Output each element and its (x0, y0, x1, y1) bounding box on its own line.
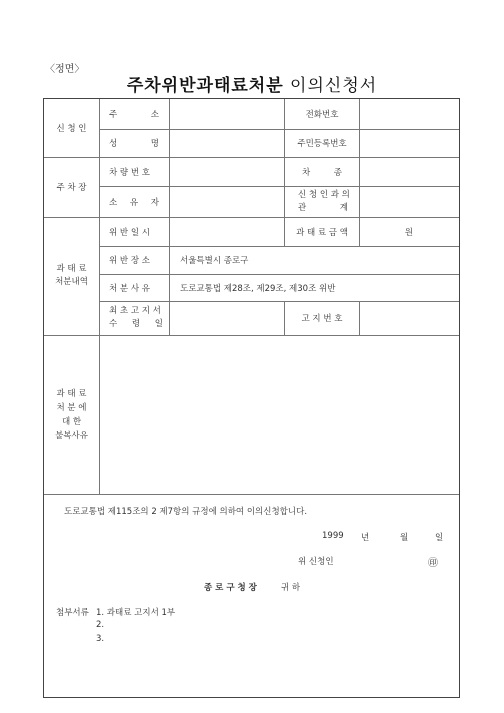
objection-reason-field[interactable] (100, 336, 459, 494)
label-penalty-reason: 처 분 사 유 (109, 283, 150, 294)
label-relation: 신 청 인 과 의 관 계 (298, 189, 350, 213)
attachment-item: 2. (96, 620, 105, 630)
violation-datetime-field[interactable] (170, 217, 284, 246)
attachments-label: 첨부서류 (56, 608, 89, 618)
label-phone: 전화번호 (305, 110, 339, 120)
relation-field[interactable] (360, 186, 459, 217)
attachment-item: 1. 과태료 고지서 1부 (96, 608, 176, 618)
label-resident-no: 주민등록번호 (297, 139, 347, 149)
penalty-reason-field[interactable]: 도로교통법 제28조, 제29조, 제30조 위반 (180, 283, 336, 294)
label-car-type: 차 종 (302, 167, 342, 178)
label-violation-datetime: 위 반 일 시 (109, 227, 150, 238)
first-notice-date-field[interactable] (170, 301, 284, 335)
date-year: 1999 (322, 531, 344, 541)
statement-text: 도로교통법 제115조의 2 제7항의 규정에 의하여 이의신청합니다. (64, 507, 308, 517)
label-name: 성 명 (109, 139, 159, 149)
recipient-suffix: 귀 하 (281, 583, 301, 593)
reason-line: 처 분 에 (56, 402, 87, 413)
section-vehicle: 주 차 장 (56, 183, 87, 193)
section-penalty-line1: 과 태 료 (56, 264, 87, 274)
address-field[interactable] (170, 99, 284, 129)
car-type-field[interactable] (360, 157, 459, 186)
owner-field[interactable] (170, 186, 284, 217)
section-penalty (44, 217, 99, 335)
signer-label: 위 신청인 (298, 557, 334, 567)
label-owner: 소 유 자 (109, 197, 159, 208)
date-day-unit: 일 (435, 533, 444, 543)
phone-field[interactable] (360, 99, 459, 129)
fine-amount-field[interactable] (360, 217, 459, 246)
reason-line: 과 태 료 (56, 388, 87, 399)
side-label: 〈정면〉 (45, 64, 85, 75)
seal-mark: ㊞ (428, 558, 438, 569)
section-objection-reason (44, 335, 99, 494)
section-penalty-line2: 처분내역 (55, 277, 88, 287)
title-part2: 이의신청서 (290, 76, 378, 96)
label-first-notice-date: 최 초 고 지 서 수 령 일 (109, 306, 163, 329)
title-part1: 주차위반과태료처분 (126, 76, 284, 96)
name-field[interactable] (170, 129, 284, 157)
application-form (43, 98, 460, 698)
date-year-unit: 년 (361, 533, 370, 543)
violation-place-field[interactable]: 서울특별시 종로구 (180, 256, 249, 266)
page-title (0, 71, 504, 96)
label-plate-no: 차 량 번 호 (109, 167, 150, 178)
section-applicant: 신 청 인 (56, 124, 87, 134)
resident-no-field[interactable] (360, 129, 459, 157)
reason-line: 대 한 (61, 416, 82, 427)
recipient: 종 로 구 청 장 (204, 583, 257, 593)
label-address: 주 소 (109, 110, 159, 120)
date-month-unit: 월 (400, 533, 409, 543)
notice-no-field[interactable] (360, 301, 459, 335)
label-notice-no: 고 지 번 호 (301, 314, 343, 324)
reason-line: 불복사유 (55, 430, 88, 441)
fine-unit: 원 (404, 227, 413, 238)
attachment-item: 3. (96, 634, 105, 644)
plate-no-field[interactable] (170, 157, 284, 186)
label-fine-amount: 과 태 료 금 액 (296, 227, 348, 238)
label-violation-place: 위 반 장 소 (109, 256, 150, 266)
